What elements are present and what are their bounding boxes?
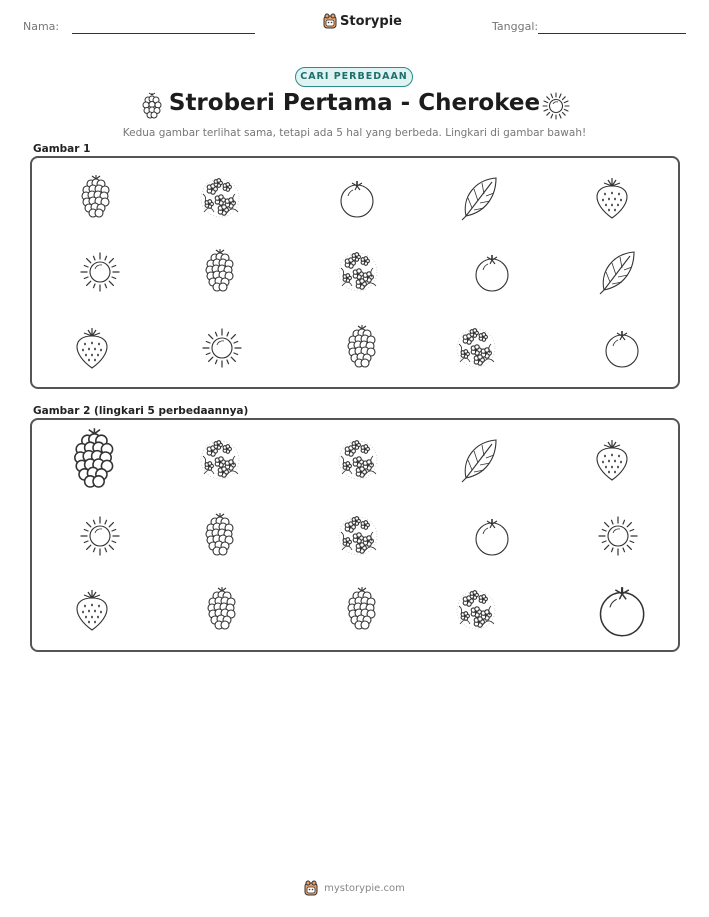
- raspberry-icon[interactable]: [194, 510, 246, 562]
- strawberry-icon[interactable]: [586, 434, 638, 486]
- sun-icon: [74, 246, 126, 298]
- storypie-logo-icon: [304, 880, 318, 896]
- flowers-icon: [450, 322, 502, 374]
- gambar1-label: Gambar 1: [33, 143, 91, 155]
- sun-title-icon: [542, 92, 570, 120]
- tomato-icon: [331, 172, 383, 224]
- raspberry-icon: [336, 322, 388, 374]
- raspberry-icon[interactable]: [58, 424, 131, 497]
- flowers-icon[interactable]: [194, 434, 246, 486]
- brand-name: Storypie: [340, 13, 402, 29]
- leaf-icon: [592, 246, 644, 298]
- tomato-icon: [466, 246, 518, 298]
- sun-icon[interactable]: [74, 510, 126, 562]
- tomato-icon[interactable]: [587, 575, 657, 645]
- footer: [0, 880, 709, 896]
- raspberry-icon: [70, 172, 122, 224]
- strawberry-icon: [66, 322, 118, 374]
- activity-badge: CARI PERBEDAAN: [295, 67, 413, 87]
- tomato-icon[interactable]: [466, 510, 518, 562]
- page-title: Stroberi Pertama - Cherokee: [168, 90, 541, 116]
- flowers-icon: [194, 172, 246, 224]
- flowers-icon[interactable]: [332, 434, 384, 486]
- flowers-icon: [332, 246, 384, 298]
- flowers-icon[interactable]: [450, 584, 502, 636]
- leaf-icon[interactable]: [454, 434, 506, 486]
- gambar1-panel: [30, 156, 680, 389]
- strawberry-icon[interactable]: [66, 584, 118, 636]
- raspberry-icon[interactable]: [336, 584, 388, 636]
- leaf-icon: [454, 172, 506, 224]
- name-label: Nama:: [23, 20, 60, 33]
- gambar2-label: Gambar 2 (lingkari 5 perbedaannya): [33, 405, 249, 417]
- date-label: Tanggal:: [492, 20, 539, 33]
- sun-icon: [196, 322, 248, 374]
- footer-url[interactable]: mystorypie.com: [324, 882, 405, 894]
- flowers-icon[interactable]: [332, 510, 384, 562]
- instructions: Kedua gambar terlihat sama, tetapi ada 5 hal yang berbeda. Lingkari di gambar bawah!: [122, 127, 587, 139]
- gambar2-panel[interactable]: [30, 418, 680, 652]
- date-line[interactable]: [538, 33, 686, 34]
- strawberry-icon: [586, 172, 638, 224]
- raspberry-icon: [194, 246, 246, 298]
- tomato-icon: [596, 322, 648, 374]
- name-line[interactable]: [72, 33, 255, 34]
- sun-icon[interactable]: [592, 510, 644, 562]
- storypie-logo-icon: [323, 13, 337, 29]
- brand: [323, 13, 402, 29]
- raspberry-icon[interactable]: [196, 584, 248, 636]
